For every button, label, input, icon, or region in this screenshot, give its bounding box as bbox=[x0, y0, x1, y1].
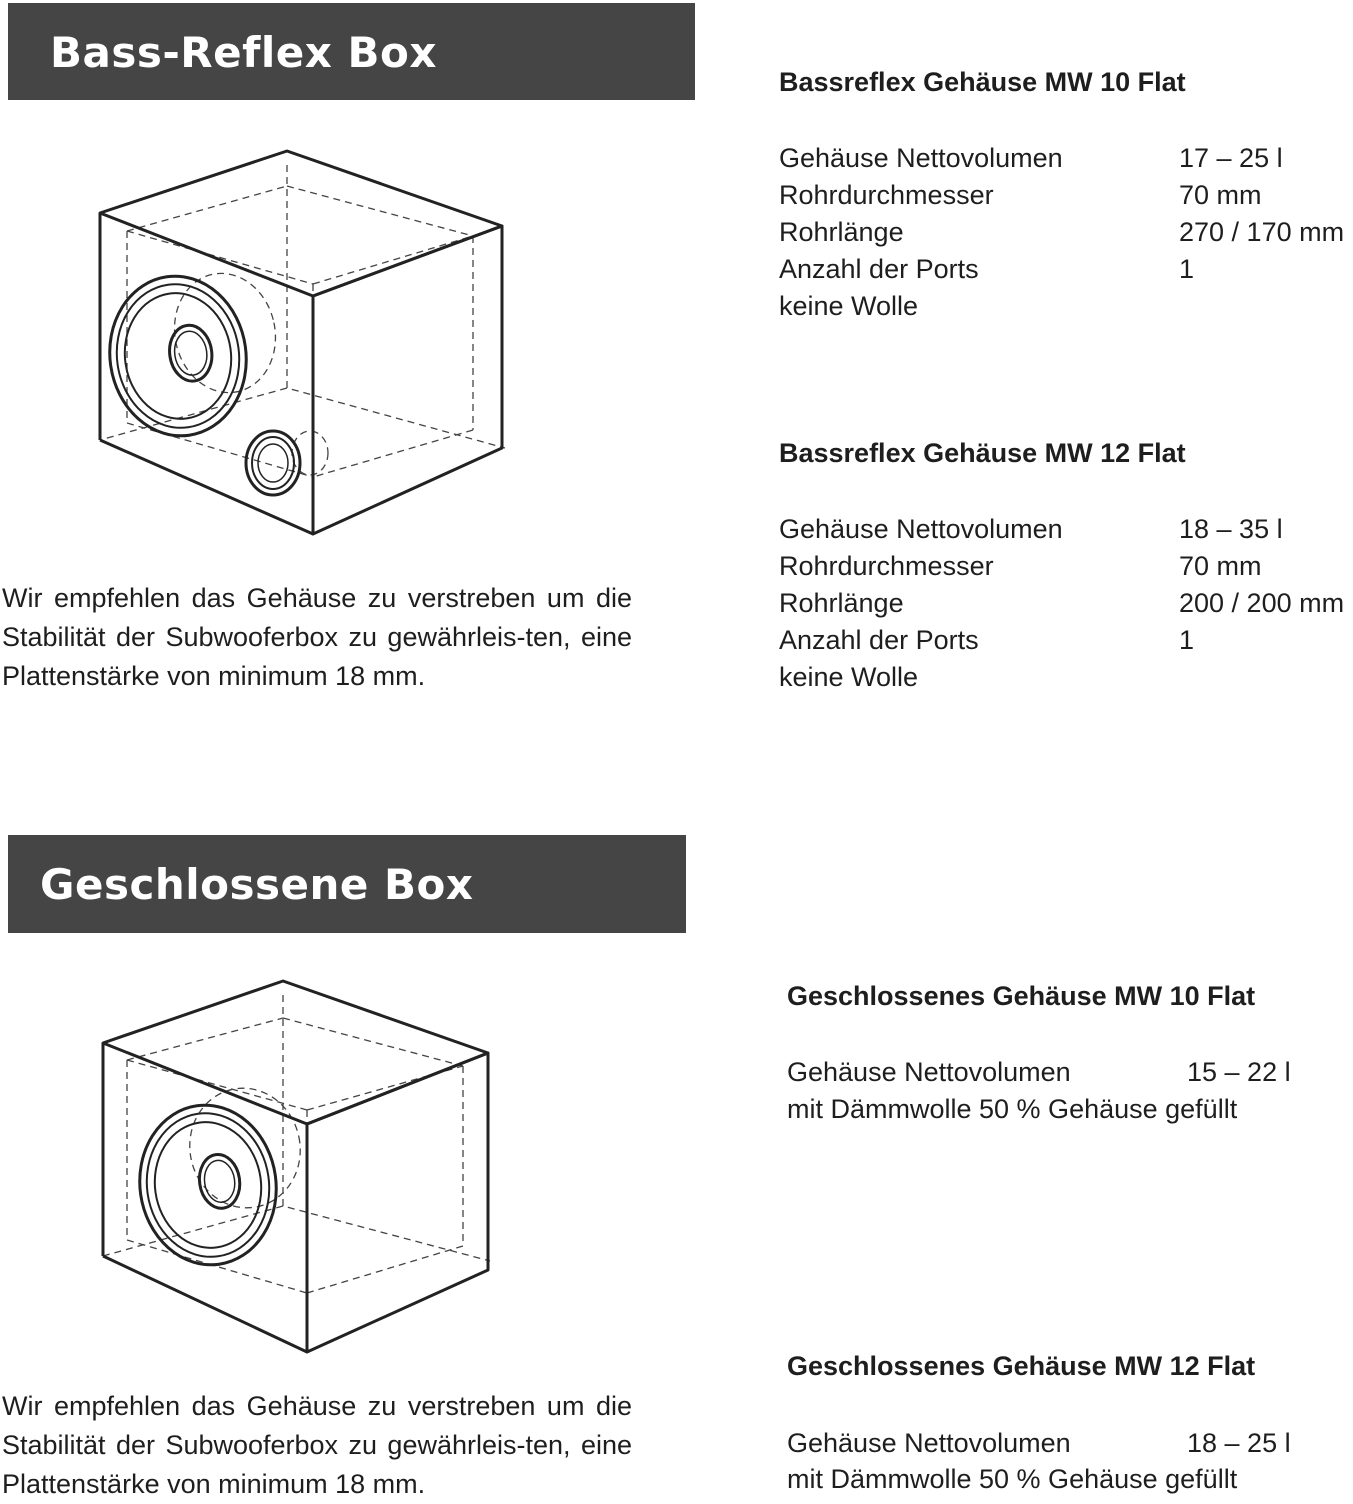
spec-label: Gehäuse Nettovolumen bbox=[787, 1428, 1071, 1458]
bassreflex-recommendation: Wir empfehlen das Gehäuse zu verstreben um die Stabilität der Subwooferbox zu gewährleis-ten, eine Plattenstärke von minimum 18 mm. bbox=[2, 583, 632, 691]
spec-label: Gehäuse Nettovolumen bbox=[787, 1057, 1071, 1087]
spec-value: 15 – 22 l bbox=[1187, 1057, 1291, 1087]
bassreflex-box-illustration bbox=[95, 148, 510, 543]
bassreflex-heading: Bass-Reflex Box bbox=[8, 3, 695, 100]
spec-value: 70 mm bbox=[1179, 551, 1262, 581]
spec-label: Rohrdurchmesser bbox=[779, 180, 994, 210]
spec-value: 270 / 170 mm bbox=[1179, 217, 1345, 247]
spec-title: Bassreflex Gehäuse MW 10 Flat bbox=[779, 67, 1186, 97]
spec-value: 1 bbox=[1179, 625, 1195, 655]
closed-box-recommendation: Wir empfehlen das Gehäuse zu verstreben um die Stabilität der Subwooferbox zu gewährleis-ten, eine Plattenstärke von minimum 18 mm. bbox=[2, 1391, 632, 1499]
spec-label: Anzahl der Ports bbox=[779, 625, 979, 655]
spec-value: 17 – 25 l bbox=[1179, 143, 1283, 173]
spec-title: Geschlossenes Gehäuse MW 12 Flat bbox=[787, 1351, 1256, 1381]
spec-value: 1 bbox=[1179, 254, 1195, 284]
spec-title: Bassreflex Gehäuse MW 12 Flat bbox=[779, 438, 1186, 468]
spec-label: Rohrlänge bbox=[779, 588, 904, 618]
spec-label: Gehäuse Nettovolumen bbox=[779, 143, 1063, 173]
spec-label: Rohrdurchmesser bbox=[779, 551, 994, 581]
spec-label: Anzahl der Ports bbox=[779, 254, 979, 284]
spec-value: 18 – 25 l bbox=[1187, 1428, 1291, 1458]
spec-label: keine Wolle bbox=[779, 662, 919, 692]
spec-label: mit Dämmwolle 50 % Gehäuse gefüllt bbox=[787, 1094, 1238, 1124]
spec-label: Gehäuse Nettovolumen bbox=[779, 514, 1063, 544]
spec-title: Geschlossenes Gehäuse MW 10 Flat bbox=[787, 981, 1256, 1011]
spec-value: 200 / 200 mm bbox=[1179, 588, 1345, 618]
spec-label: mit Dämmwolle 50 % Gehäuse gefüllt bbox=[787, 1464, 1238, 1494]
closed-box-illustration bbox=[95, 978, 495, 1358]
spec-label: keine Wolle bbox=[779, 291, 919, 321]
spec-value: 18 – 35 l bbox=[1179, 514, 1283, 544]
closed-box-heading: Geschlossene Box bbox=[8, 835, 686, 933]
spec-value: 70 mm bbox=[1179, 180, 1262, 210]
spec-label: Rohrlänge bbox=[779, 217, 904, 247]
